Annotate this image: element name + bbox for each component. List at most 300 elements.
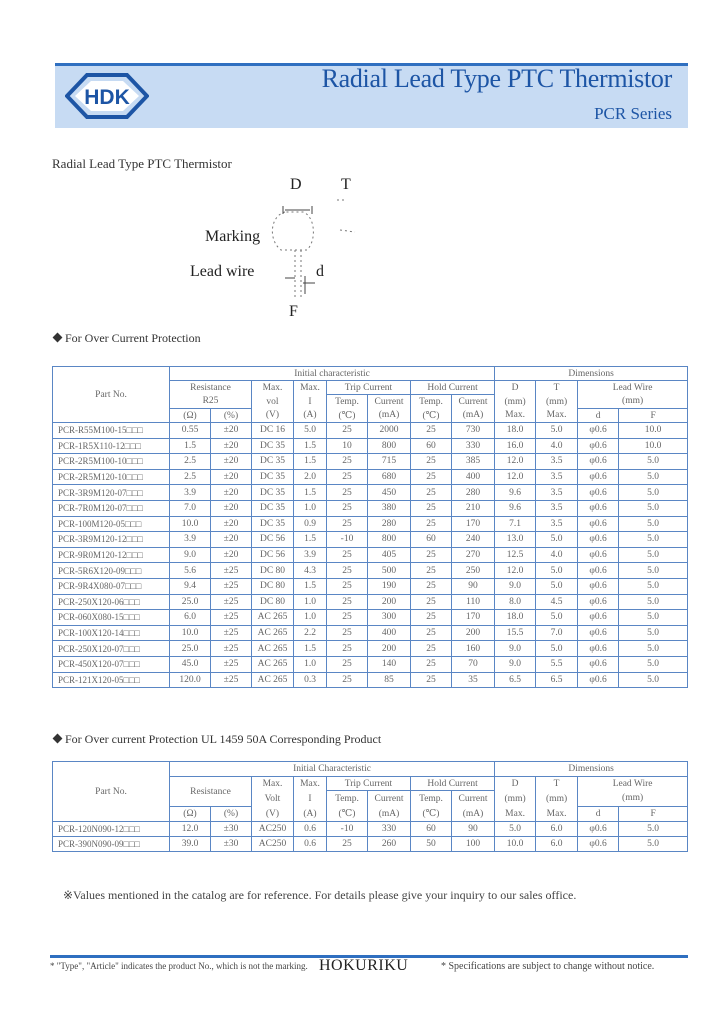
header-mm-2: (mm): [536, 395, 578, 409]
table-cell: 12.0: [495, 469, 536, 485]
table-cell: 5.0: [495, 822, 536, 837]
part-number-cell: PCR-100X120-14□□□: [53, 625, 170, 641]
table-cell: 170: [452, 516, 495, 532]
table-cell: φ0.6: [578, 656, 619, 672]
table-cell: AC 265: [252, 672, 294, 688]
part-number-cell: PCR-R55M100-15□□□: [53, 423, 170, 439]
table-row: [53, 500, 688, 516]
header-part-no: Part No.: [53, 762, 170, 822]
table-cell: 25: [327, 672, 368, 688]
table-cell: 3.9: [170, 532, 211, 548]
table-cell: 1.5: [170, 438, 211, 454]
table-cell: 25: [327, 641, 368, 657]
header-max-i: Max.: [294, 381, 327, 395]
subtitle: Radial Lead Type PTC Thermistor: [52, 156, 232, 171]
table-cell: 25: [327, 547, 368, 563]
header-r25: R25: [170, 395, 252, 409]
table-cell: 60: [411, 822, 452, 837]
table-cell: 9.0: [495, 641, 536, 657]
table-cell: 6.0: [536, 837, 578, 852]
label-f: F: [289, 303, 298, 320]
table-cell: 39.0: [170, 837, 211, 852]
table-cell: ±20: [211, 438, 252, 454]
table-cell: 5.0: [619, 822, 688, 837]
table-cell: 5.0: [619, 578, 688, 594]
diamond-bullet-icon: [53, 333, 63, 343]
header-temp-1: Temp.: [327, 395, 368, 409]
table-cell: 13.0: [495, 532, 536, 548]
label-t: T: [341, 176, 351, 193]
table-cell: DC 56: [252, 532, 294, 548]
table-row: [53, 610, 688, 626]
header-unit-c-2: (℃): [411, 807, 452, 822]
table-cell: 5.0: [619, 641, 688, 657]
table-cell: φ0.6: [578, 578, 619, 594]
table-cell: ±25: [211, 563, 252, 579]
table-cell: AC250: [252, 837, 294, 852]
table-cell: 400: [452, 469, 495, 485]
table-cell: ±30: [211, 822, 252, 837]
table-cell: 5.0: [619, 532, 688, 548]
table-cell: 1.5: [294, 578, 327, 594]
table-cell: 6.0: [170, 610, 211, 626]
table-cell: 680: [368, 469, 411, 485]
section-title-text: For Over Current Protection: [65, 331, 201, 345]
table-row: [53, 656, 688, 672]
header-resistance: Resistance: [170, 777, 252, 807]
table-cell: 260: [368, 837, 411, 852]
table-cell: ±20: [211, 532, 252, 548]
header-hold-current: Hold Current: [411, 381, 495, 395]
table-cell: ±25: [211, 672, 252, 688]
table-cell: DC 35: [252, 438, 294, 454]
label-lead-wire: Lead wire: [190, 263, 255, 280]
table-cell: 10: [327, 438, 368, 454]
header-unit-c-1: (℃): [327, 807, 368, 822]
header-max-volt: Max.: [252, 777, 294, 791]
table-cell: 0.6: [294, 822, 327, 837]
table-cell: 5.0: [619, 563, 688, 579]
table-cell: 90: [452, 578, 495, 594]
table-cell: φ0.6: [578, 423, 619, 439]
table-cell: 85: [368, 672, 411, 688]
table-cell: 5.6: [170, 563, 211, 579]
table-cell: ±25: [211, 610, 252, 626]
table-cell: ±25: [211, 578, 252, 594]
table-cell: 1.0: [294, 610, 327, 626]
table-cell: 25: [411, 656, 452, 672]
table-cell: 25: [327, 454, 368, 470]
table-cell: 3.5: [536, 485, 578, 501]
table-cell: 1.5: [294, 438, 327, 454]
table-cell: 300: [368, 610, 411, 626]
table-cell: 5.0: [619, 672, 688, 688]
table-cell: φ0.6: [578, 485, 619, 501]
table-cell: 270: [452, 547, 495, 563]
table-cell: 25.0: [170, 594, 211, 610]
table-cell: 2.5: [170, 469, 211, 485]
table-cell: φ0.6: [578, 547, 619, 563]
header-t: T: [536, 777, 578, 791]
table-cell: 9.0: [170, 547, 211, 563]
table-cell: 18.0: [495, 423, 536, 439]
table-cell: 60: [411, 532, 452, 548]
table-cell: 25: [411, 423, 452, 439]
table-cell: ±20: [211, 485, 252, 501]
header-lead-wire: Lead Wire: [578, 777, 688, 791]
table-cell: φ0.6: [578, 500, 619, 516]
table-cell: 25: [411, 625, 452, 641]
spec-table-body: [53, 822, 688, 852]
part-number-cell: PCR-1R5X110-12□□□: [53, 438, 170, 454]
series-name: PCR Series: [594, 104, 672, 123]
table-row: [53, 532, 688, 548]
table-cell: φ0.6: [578, 532, 619, 548]
table-cell: 0.55: [170, 423, 211, 439]
table-cell: φ0.6: [578, 594, 619, 610]
spec-table-over-current: [52, 366, 688, 688]
footer-spec-note: * Specifications are subject to change without notice.: [441, 961, 655, 972]
table-cell: 25: [411, 594, 452, 610]
table-cell: φ0.6: [578, 641, 619, 657]
header-hold-current: Hold Current: [411, 777, 495, 791]
header-unit-ohm: (Ω): [170, 409, 211, 423]
header-f: F: [619, 807, 688, 822]
table-cell: 1.0: [294, 594, 327, 610]
table-cell: 25: [411, 641, 452, 657]
table-cell: φ0.6: [578, 563, 619, 579]
header-current-2: Current: [452, 791, 495, 807]
table-cell: 5.0: [619, 625, 688, 641]
header-unit-a: (A): [294, 807, 327, 822]
part-number-cell: PCR-390N090-09□□□: [53, 837, 170, 852]
hdk-logo: [65, 72, 149, 120]
table-cell: 25: [327, 563, 368, 579]
table-cell: 330: [368, 822, 411, 837]
table-cell: 800: [368, 532, 411, 548]
table-cell: φ0.6: [578, 625, 619, 641]
table-cell: 6.5: [495, 672, 536, 688]
spec-table-ul1459: [52, 761, 688, 852]
part-number-cell: PCR-250X120-06□□□: [53, 594, 170, 610]
table-cell: 5.0: [619, 485, 688, 501]
header-i: I: [294, 395, 327, 409]
label-d-upper: D: [290, 176, 302, 193]
table-cell: 7.0: [536, 625, 578, 641]
table-cell: 45.0: [170, 656, 211, 672]
table-cell: AC 265: [252, 656, 294, 672]
label-d-lower: d: [316, 263, 324, 280]
table-row: [53, 641, 688, 657]
table-cell: φ0.6: [578, 822, 619, 837]
header-trip-current: Trip Current: [327, 777, 411, 791]
table-cell: AC250: [252, 822, 294, 837]
table-cell: 10.0: [170, 516, 211, 532]
header-unit-pct: (%): [211, 409, 252, 423]
header-unit-ma-1: (mA): [368, 807, 411, 822]
table-cell: DC 80: [252, 578, 294, 594]
table-cell: 730: [452, 423, 495, 439]
table-cell: 7.0: [170, 500, 211, 516]
table-cell: 25: [327, 594, 368, 610]
table-cell: 1.5: [294, 532, 327, 548]
table-cell: 10.0: [619, 423, 688, 439]
table-cell: 25: [327, 423, 368, 439]
table-cell: 12.5: [495, 547, 536, 563]
table-cell: 100: [452, 837, 495, 852]
table-cell: φ0.6: [578, 454, 619, 470]
table-cell: ±30: [211, 837, 252, 852]
table-row: [53, 516, 688, 532]
part-number-cell: PCR-5R6X120-09□□□: [53, 563, 170, 579]
header-dimensions: Dimensions: [495, 762, 688, 777]
table-cell: 25: [327, 485, 368, 501]
table-cell: 5.0: [619, 454, 688, 470]
part-number-cell: PCR-060X080-15□□□: [53, 610, 170, 626]
header-d-upper: D: [495, 381, 536, 395]
diamond-bullet-icon: [53, 734, 63, 744]
table-cell: 5.0: [619, 594, 688, 610]
logo-text: HDK: [84, 86, 130, 109]
header-resistance: Resistance: [170, 381, 252, 395]
part-number-cell: PCR-450X120-07□□□: [53, 656, 170, 672]
footer-type-note: * "Type", "Article" indicates the product No., which is not the marking.: [50, 961, 308, 971]
table-cell: 250: [452, 563, 495, 579]
table-cell: 9.6: [495, 485, 536, 501]
table-cell: 400: [368, 625, 411, 641]
table-cell: AC 265: [252, 641, 294, 657]
table-cell: DC 35: [252, 485, 294, 501]
table-cell: 5.0: [536, 578, 578, 594]
table-cell: 12.0: [495, 563, 536, 579]
header-initial: Initial Characteristic: [170, 762, 495, 777]
table-cell: 5.0: [619, 516, 688, 532]
table-cell: 4.5: [536, 594, 578, 610]
table-cell: 2000: [368, 423, 411, 439]
table-cell: 9.4: [170, 578, 211, 594]
header-unit-c-1: (℃): [327, 409, 368, 423]
table-cell: 0.3: [294, 672, 327, 688]
table-cell: 385: [452, 454, 495, 470]
footer-brand: HOKURIKU: [319, 957, 409, 974]
table-row: [53, 469, 688, 485]
header-unit-ma-2: (mA): [452, 409, 495, 423]
table-cell: 715: [368, 454, 411, 470]
table-cell: 5.0: [619, 500, 688, 516]
header-d-upper: D: [495, 777, 536, 791]
header-unit-ohm: (Ω): [170, 807, 211, 822]
header-dimensions: Dimensions: [495, 367, 688, 381]
table-cell: φ0.6: [578, 469, 619, 485]
table-cell: 240: [452, 532, 495, 548]
table-cell: -10: [327, 532, 368, 548]
table-cell: AC 265: [252, 625, 294, 641]
part-number-cell: PCR-3R9M120-12□□□: [53, 532, 170, 548]
table-cell: 70: [452, 656, 495, 672]
header-unit-v: (V): [252, 409, 294, 423]
table-cell: 25: [411, 485, 452, 501]
table-cell: 120.0: [170, 672, 211, 688]
table-cell: 3.5: [536, 500, 578, 516]
table-cell: 9.0: [495, 578, 536, 594]
header-unit-ma-2: (mA): [452, 807, 495, 822]
table-cell: ±25: [211, 656, 252, 672]
table-row: [53, 423, 688, 439]
table-cell: 6.0: [536, 822, 578, 837]
table-cell: 5.0: [619, 837, 688, 852]
header-t: T: [536, 381, 578, 395]
table-cell: 25: [411, 469, 452, 485]
table-cell: 25: [411, 610, 452, 626]
page-title: Radial Lead Type PTC Thermistor: [321, 64, 672, 93]
table-cell: 160: [452, 641, 495, 657]
header-unit-c-2: (℃): [411, 409, 452, 423]
part-number-cell: PCR-2R5M100-10□□□: [53, 454, 170, 470]
table-cell: 25: [327, 656, 368, 672]
header-unit-v: (V): [252, 807, 294, 822]
table-cell: 1.0: [294, 656, 327, 672]
table-cell: 25: [327, 625, 368, 641]
table-cell: 16.0: [495, 438, 536, 454]
table-cell: φ0.6: [578, 837, 619, 852]
section-title-over-current: [52, 331, 201, 346]
table-cell: 50: [411, 837, 452, 852]
part-number-cell: PCR-7R0M120-07□□□: [53, 500, 170, 516]
table-row: [53, 672, 688, 688]
table-cell: 280: [452, 485, 495, 501]
part-number-cell: PCR-2R5M120-10□□□: [53, 469, 170, 485]
table-cell: 5.0: [619, 656, 688, 672]
table-cell: 8.0: [495, 594, 536, 610]
table-cell: 25: [327, 578, 368, 594]
table-cell: 5.0: [536, 423, 578, 439]
table-cell: ±20: [211, 547, 252, 563]
table-cell: 1.5: [294, 485, 327, 501]
header-volt: Volt: [252, 791, 294, 807]
table-cell: 170: [452, 610, 495, 626]
part-number-cell: PCR-100M120-05□□□: [53, 516, 170, 532]
header-vol: vol: [252, 395, 294, 409]
table-cell: ±20: [211, 454, 252, 470]
table-cell: φ0.6: [578, 516, 619, 532]
table-cell: 3.5: [536, 469, 578, 485]
header-lead-wire: Lead Wire: [578, 381, 688, 395]
table-cell: 12.0: [495, 454, 536, 470]
table-cell: ±20: [211, 469, 252, 485]
table-cell: 1.0: [294, 500, 327, 516]
table-cell: 380: [368, 500, 411, 516]
table-cell: ±20: [211, 516, 252, 532]
table-cell: 10.0: [619, 438, 688, 454]
table-cell: 5.0: [536, 641, 578, 657]
table-cell: 800: [368, 438, 411, 454]
table-cell: 15.5: [495, 625, 536, 641]
table-cell: 330: [452, 438, 495, 454]
thermistor-outline: [185, 170, 385, 325]
header-max-2: Max.: [536, 409, 578, 423]
header-temp-2: Temp.: [411, 395, 452, 409]
table-cell: 500: [368, 563, 411, 579]
part-number-cell: PCR-3R9M120-07□□□: [53, 485, 170, 501]
header-current-1: Current: [368, 791, 411, 807]
table-cell: 3.5: [536, 454, 578, 470]
table-cell: 9.0: [495, 656, 536, 672]
table-cell: 2.5: [170, 454, 211, 470]
table-cell: 3.9: [170, 485, 211, 501]
table-cell: -10: [327, 822, 368, 837]
header-mm-1: (mm): [495, 395, 536, 409]
header-current-1: Current: [368, 395, 411, 409]
table-cell: φ0.6: [578, 672, 619, 688]
table-cell: 25: [411, 578, 452, 594]
table-row: [53, 485, 688, 501]
part-number-cell: PCR-121X120-05□□□: [53, 672, 170, 688]
table-cell: 200: [452, 625, 495, 641]
table-row: [53, 837, 688, 852]
table-cell: 0.9: [294, 516, 327, 532]
table-cell: 450: [368, 485, 411, 501]
table-row: [53, 547, 688, 563]
table-row: [53, 578, 688, 594]
table-row: [53, 625, 688, 641]
table-cell: DC 16: [252, 423, 294, 439]
table-cell: 25: [411, 454, 452, 470]
table-cell: 5.0: [294, 423, 327, 439]
table-cell: 10.0: [170, 625, 211, 641]
header-max-vol: Max.: [252, 381, 294, 395]
part-number-cell: PCR-9R0M120-12□□□: [53, 547, 170, 563]
table-cell: 0.6: [294, 837, 327, 852]
label-marking: Marking: [205, 228, 261, 245]
header-max-1: Max.: [495, 409, 536, 423]
table-cell: 280: [368, 516, 411, 532]
table-cell: 5.0: [619, 610, 688, 626]
header-part-no: Part No.: [53, 367, 170, 423]
header-temp-1: Temp.: [327, 791, 368, 807]
table-cell: 200: [368, 594, 411, 610]
table-cell: 25: [327, 610, 368, 626]
table-cell: φ0.6: [578, 610, 619, 626]
table-cell: 25: [327, 516, 368, 532]
section-title-ul1459: [52, 732, 381, 747]
table-cell: 25: [411, 547, 452, 563]
table-cell: 4.0: [536, 438, 578, 454]
table-cell: 25: [327, 469, 368, 485]
table-cell: 25: [411, 500, 452, 516]
table-cell: 4.3: [294, 563, 327, 579]
header-max-1: Max.: [495, 807, 536, 822]
table-cell: 25.0: [170, 641, 211, 657]
table-cell: 1.5: [294, 454, 327, 470]
table-cell: ±25: [211, 641, 252, 657]
part-number-cell: PCR-9R4X080-07□□□: [53, 578, 170, 594]
header-d-lower: d: [578, 807, 619, 822]
spec-table-body: [53, 423, 688, 688]
table-cell: 5.0: [619, 547, 688, 563]
table-row: [53, 454, 688, 470]
header-initial: Initial characteristic: [170, 367, 495, 381]
table-cell: 5.5: [536, 656, 578, 672]
table-cell: 5.0: [536, 532, 578, 548]
header-max-2: Max.: [536, 807, 578, 822]
header-trip-current: Trip Current: [327, 381, 411, 395]
table-cell: ±20: [211, 423, 252, 439]
table-cell: 60: [411, 438, 452, 454]
header-i: I: [294, 791, 327, 807]
table-cell: 5.0: [536, 563, 578, 579]
table-cell: ±20: [211, 500, 252, 516]
table-cell: ±25: [211, 594, 252, 610]
